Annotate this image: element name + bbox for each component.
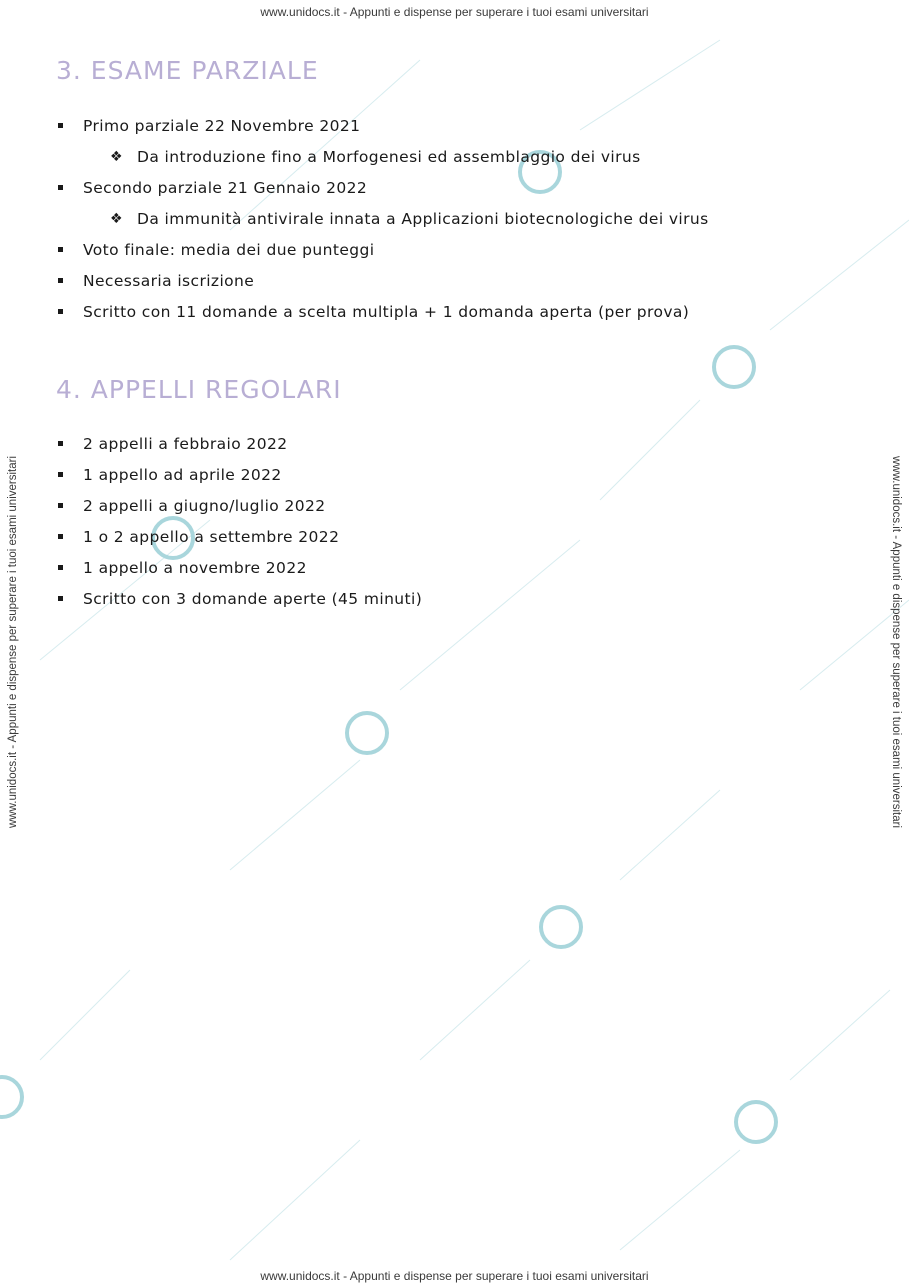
list-item: 1 appello ad aprile 2022 — [56, 465, 856, 496]
list-esame-parziale — [56, 116, 856, 333]
list-item: 1 o 2 appello a settembre 2022 — [56, 527, 856, 558]
section-heading-appelli-regolari: 4. APPELLI REGOLARI — [56, 375, 342, 404]
square-bullet-icon — [58, 441, 63, 446]
square-bullet-icon — [58, 278, 63, 283]
section-heading-esame-parziale: 3. ESAME PARZIALE — [56, 56, 319, 85]
list-item: 2 appelli a giugno/luglio 2022 — [56, 496, 856, 527]
square-bullet-icon — [58, 565, 63, 570]
list-item: Primo parziale 22 Novembre 2021 — [56, 116, 856, 147]
watermark-right: www.unidocs.it - Appunti e dispense per superare i tuoi esami universitari — [890, 455, 902, 829]
list-appelli-regolari — [56, 434, 856, 620]
list-item: Scritto con 11 domande a scelta multipla + 1 domanda aperta (per prova) — [56, 302, 856, 333]
square-bullet-icon — [58, 247, 63, 252]
square-bullet-icon — [58, 596, 63, 601]
diamond-bullet-icon: ❖ — [110, 149, 123, 165]
square-bullet-icon — [58, 309, 63, 314]
list-item: ❖ Da immunità antivirale innata a Applicazioni biotecnologiche dei virus — [110, 210, 709, 228]
list-item: Voto finale: media dei due punteggi — [56, 240, 856, 271]
square-bullet-icon — [58, 503, 63, 508]
list-item: 1 appello a novembre 2022 — [56, 558, 856, 589]
list-item: ❖ Da introduzione fino a Morfogenesi ed assemblaggio dei virus — [110, 148, 641, 166]
list-item: 2 appelli a febbraio 2022 — [56, 434, 856, 465]
list-item: Scritto con 3 domande aperte (45 minuti) — [56, 589, 856, 620]
watermark-left: www.unidocs.it - Appunti e dispense per superare i tuoi esami universitari — [7, 455, 19, 829]
list-item: Secondo parziale 21 Gennaio 2022 — [56, 178, 856, 209]
watermark-top: www.unidocs.it - Appunti e dispense per superare i tuoi esami universitari — [260, 5, 649, 19]
diamond-bullet-icon: ❖ — [110, 211, 123, 227]
square-bullet-icon — [58, 472, 63, 477]
square-bullet-icon — [58, 534, 63, 539]
square-bullet-icon — [58, 123, 63, 128]
list-item: Necessaria iscrizione — [56, 271, 856, 302]
square-bullet-icon — [58, 185, 63, 190]
watermark-bottom: www.unidocs.it - Appunti e dispense per superare i tuoi esami universitari — [260, 1269, 649, 1283]
